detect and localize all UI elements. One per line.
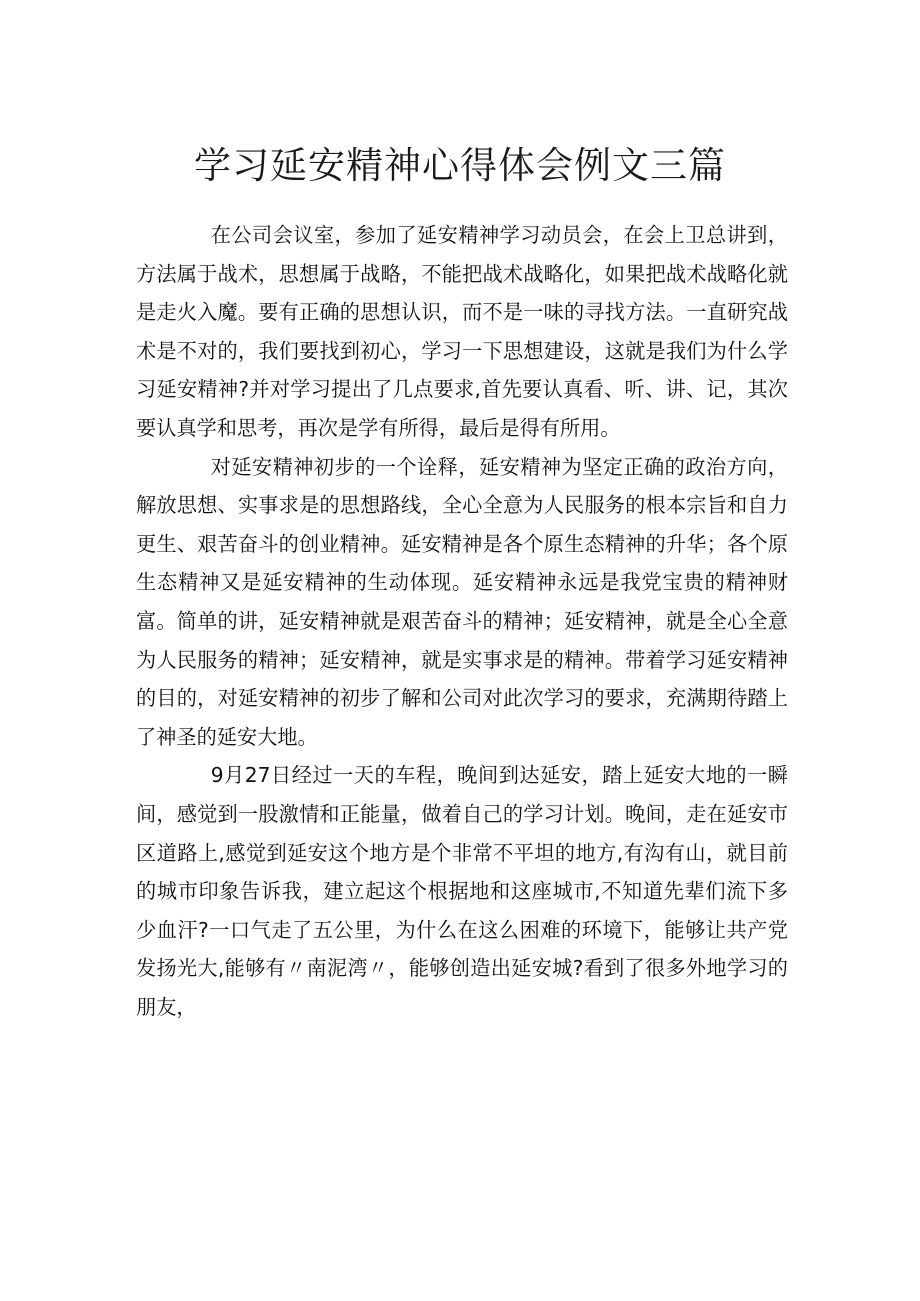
document-body — [136, 216, 788, 1026]
paragraph-3: 9月27日经过一天的车程，晚间到达延安，踏上延安大地的一瞬间，感觉到一股激情和正能量，做着自己的学习计划。晚间，走在延安市区道路上,感觉到延安这个地方是个非常不平坦的地方,有沟有山，就目前的城市印象告诉我，建立起这个根据地和这座城市,不知道先辈们流下多少血汗?一口气走了五公里，为什么在这么困难的环境下，能够让共产党发扬光大,能够有〃南泥湾〃，能够创造出延安城?看到了很多外地学习的朋友， — [136, 763, 788, 1019]
document-title: 学习延安精神心得体会例文三篇 — [194, 144, 726, 187]
paragraph-2: 对延安精神初步的一个诠释，延安精神为坚定正确的政治方向，解放思想、实事求是的思想路线，全心全意为人民服务的根本宗旨和自力更生、艰苦奋斗的创业精神。延安精神是各个原生态精神的升华；各个原生态精神又是延安精神的生动体现。延安精神永远是我党宝贵的精神财富。简单的讲，延安精神就是艰苦奋斗的精神；延安精神，就是全心全意为人民服务的精神；延安精神，就是实事求是的精神。带着学习延安精神的目的，对延安精神的初步了解和公司对此次学习的要求，充满期待踏上了神圣的延安大地。 — [136, 454, 788, 749]
paragraph-1: 在公司会议室，参加了延安精神学习动员会，在会上卫总讲到，方法属于战术，思想属于战略，不能把战术战略化，如果把战术战略化就是走火入魔。要有正确的思想认识，而不是一味的寻找方法。一直研究战术是不对的，我们要找到初心，学习一下思想建设，这就是我们为什么学习延安精神?并对学习提出了几点要求,首先要认真看、听、讲、记，其次要认真学和思考，再次是学有所得，最后是得有所用。 — [136, 223, 788, 440]
